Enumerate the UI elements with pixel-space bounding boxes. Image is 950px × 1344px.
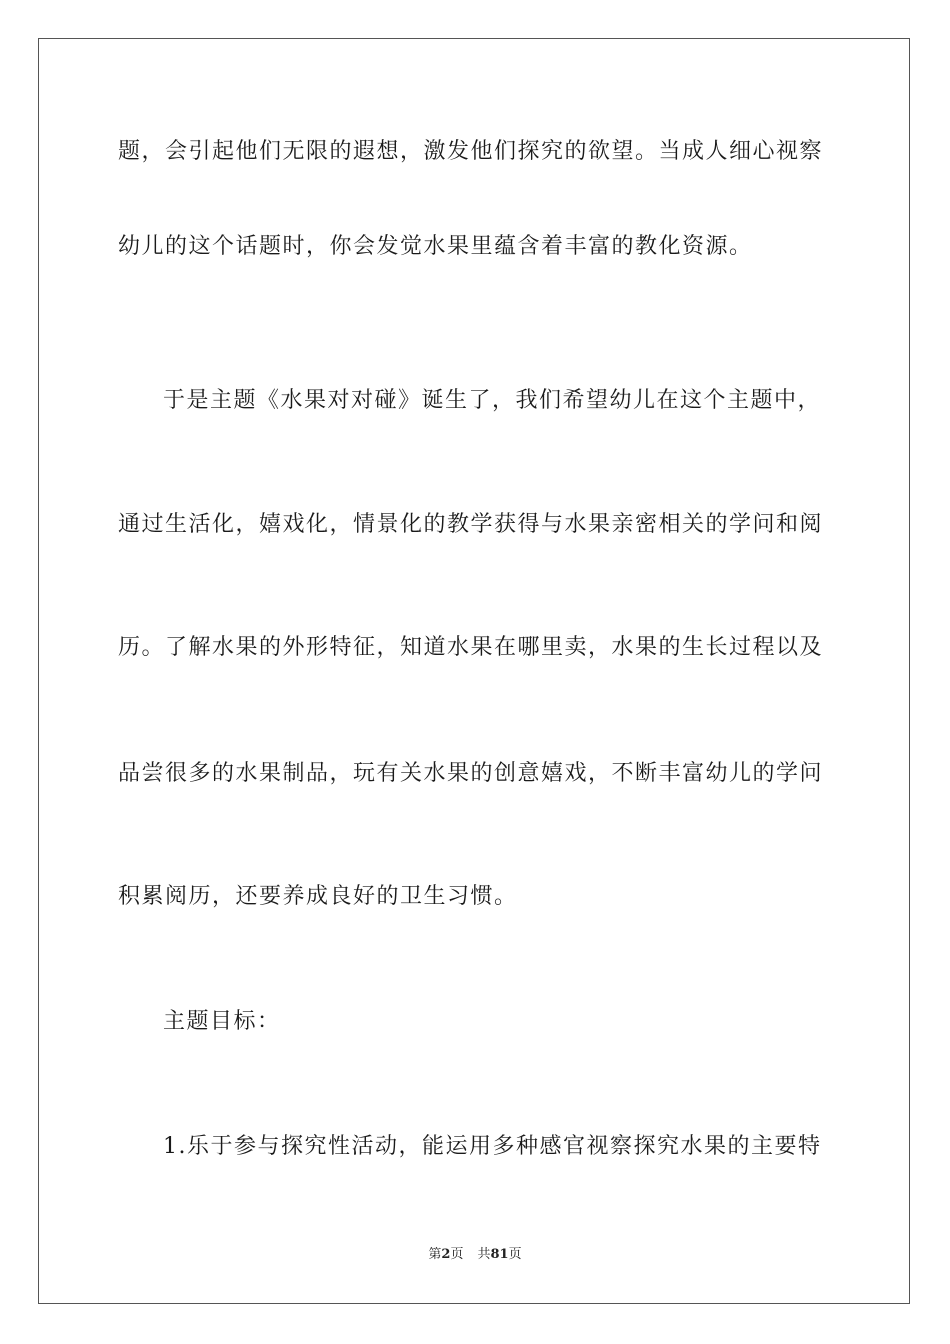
page-number: 2 xyxy=(441,1247,451,1262)
section-heading: 主题目标： xyxy=(163,1009,281,1034)
paragraph-line: 积累阅历，还要养成良好的卫生习惯。 xyxy=(118,884,518,909)
page-suffix: 页 xyxy=(450,1247,464,1262)
paragraph-line: 品尝很多的水果制品，玩有关水果的创意嬉戏，不断丰富幼儿的学问 xyxy=(118,761,824,786)
total-pages: 81 xyxy=(490,1247,509,1262)
paragraph-line: 幼儿的这个话题时，你会发觉水果里蕴含着丰富的教化资源。 xyxy=(118,234,753,259)
paragraph-line: 通过生活化，嬉戏化，情景化的教学获得与水果亲密相关的学问和阅 xyxy=(118,512,824,537)
paragraph-line: 历。了解水果的外形特征，知道水果在哪里卖，水果的生长过程以及 xyxy=(118,635,824,660)
list-item: 1.乐于参与探究性活动，能运用多种感官视察探究水果的主要特 xyxy=(163,1134,822,1159)
page-border xyxy=(38,38,910,1304)
page-prefix: 第 xyxy=(428,1247,442,1262)
total-suffix: 页 xyxy=(508,1247,522,1262)
paragraph-line: 题，会引起他们无限的遐想，激发他们探究的欲望。当成人细心视察 xyxy=(118,139,824,164)
total-prefix: 共 xyxy=(477,1247,491,1262)
page-footer xyxy=(0,1246,950,1264)
paragraph-line: 于是主题《水果对对碰》诞生了，我们希望幼儿在这个主题中， xyxy=(163,388,822,413)
